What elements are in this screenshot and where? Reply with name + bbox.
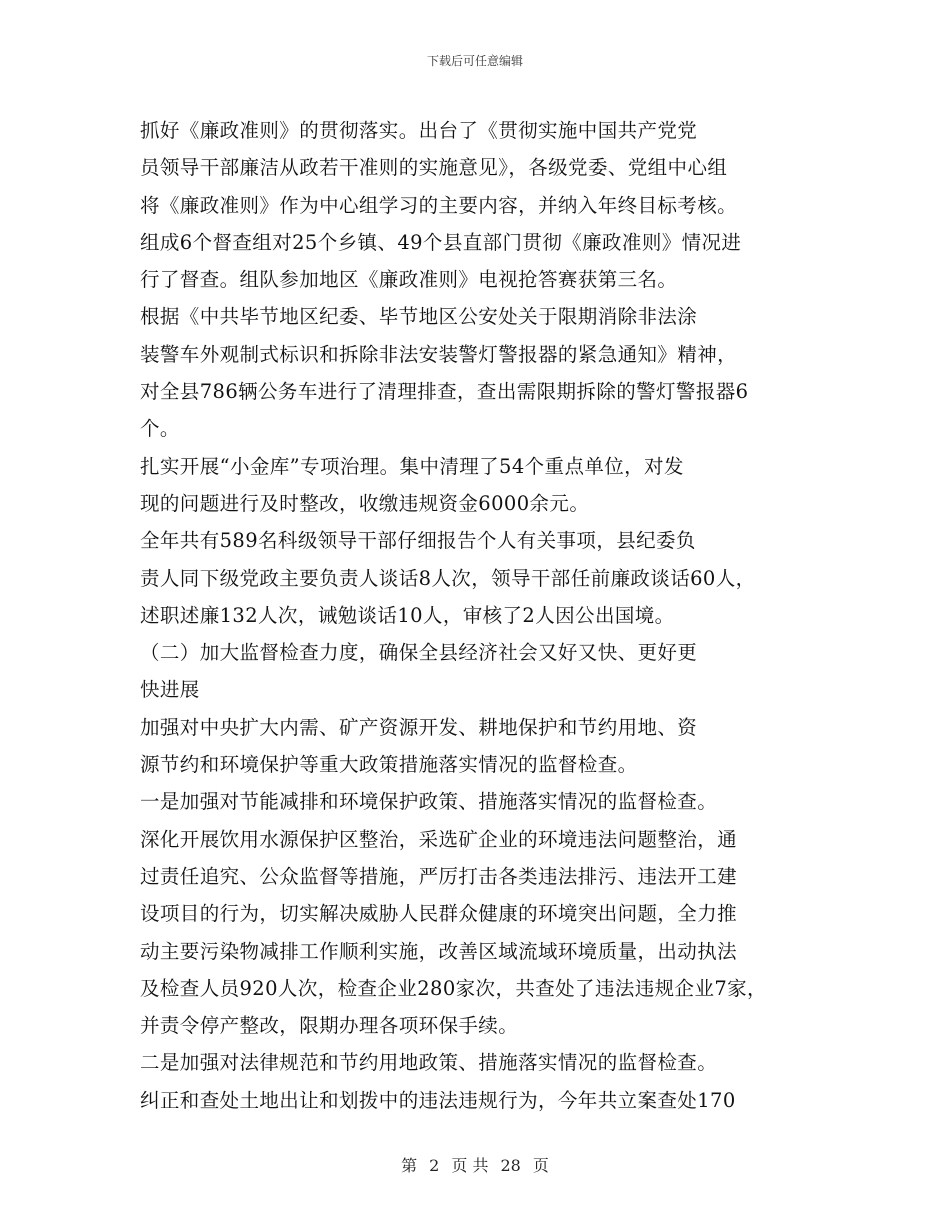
text-line: 装警车外观制式标识和拆除非法安装警灯警报器的紧急通知》精神， xyxy=(140,342,738,366)
text-line: 个。 xyxy=(140,417,180,441)
text-line: 责人同下级党政主要负责人谈话8人次，领导干部任前廉政谈话60人， xyxy=(140,566,756,590)
text-line: 动主要污染物减排工作顺利实施，改善区域流域环境质量，出动执法 xyxy=(140,939,738,963)
text-line: 并责令停产整改，限期办理各项环保手续。 xyxy=(140,1014,519,1038)
text-line: 及检查人员920人次，检查企业280家次，共查处了违法违规企业7家， xyxy=(140,976,767,1000)
text-line: 对全县786辆公务车进行了清理排查，查出需限期拆除的警灯警报器6 xyxy=(140,380,749,404)
text-line: 行了督查。组队参加地区《廉政准则》电视抢答赛获第三名。 xyxy=(140,268,678,292)
page-number: 2 xyxy=(429,1156,440,1175)
section-heading-line: （二）加大监督检查力度，确保全县经济社会又好又快、更好更 xyxy=(140,641,698,665)
text-line: 抓好《廉政准则》的贯彻落实。出台了《贯彻实施中国共产党党 xyxy=(140,119,698,142)
text-line: 设项目的行为，切实解决威胁人民群众健康的环境突出问题，全力推 xyxy=(140,902,738,926)
text-line: 加强对中央扩大内需、矿产资源开发、耕地保护和节约用地、资 xyxy=(140,715,698,739)
document-body xyxy=(140,112,830,1119)
total-pages: 28 xyxy=(500,1156,521,1175)
text-line: 深化开展饮用水源保护区整治，采选矿企业的环境违法问题整治，通 xyxy=(140,827,738,851)
page-header: 下载后可任意编辑 xyxy=(426,54,523,68)
footer-middle: 页 共 xyxy=(451,1156,489,1175)
text-line: 源节约和环境保护等重大政策措施落实情况的监督检查。 xyxy=(140,753,638,777)
text-line: 扎实开展“小金库”专项治理。集中清理了54个重点单位，对发 xyxy=(140,454,684,478)
footer-suffix: 页 xyxy=(532,1156,549,1175)
text-line: 二是加强对法律规范和节约用地政策、措施落实情况的监督检查。 xyxy=(140,1051,718,1075)
text-line: 纠正和查处土地出让和划拨中的违法违规行为，今年共立案查处170 xyxy=(140,1088,736,1112)
text-line: 将《廉政准则》作为中心组学习的主要内容，并纳入年终目标考核。 xyxy=(140,193,738,217)
text-line: 根据《中共毕节地区纪委、毕节地区公安处关于限期消除非法涂 xyxy=(140,305,698,329)
text-line: 过责任追究、公众监督等措施，严厉打击各类违法排污、违法开工建 xyxy=(140,864,738,888)
page-footer xyxy=(0,1153,950,1176)
section-heading-line: 快进展 xyxy=(140,678,200,702)
text-line: 员领导干部廉洁从政若干准则的实施意见》，各级党委、党组中心组 xyxy=(140,156,728,180)
text-line: 一是加强对节能减排和环境保护政策、措施落实情况的监督检查。 xyxy=(140,790,718,814)
text-line: 组成6个督查组对25个乡镇、49个县直部门贯彻《廉政准则》情况进 xyxy=(140,230,742,254)
text-line: 述职述廉132人次，诫勉谈话10人，审核了2人因公出国境。 xyxy=(140,603,675,627)
text-line: 现的问题进行及时整改，收缴违规资金6000余元。 xyxy=(140,491,590,515)
footer-prefix: 第 xyxy=(401,1156,418,1175)
text-line: 全年共有589名科级领导干部仔细报告个人有关事项，县纪委负 xyxy=(140,529,696,553)
